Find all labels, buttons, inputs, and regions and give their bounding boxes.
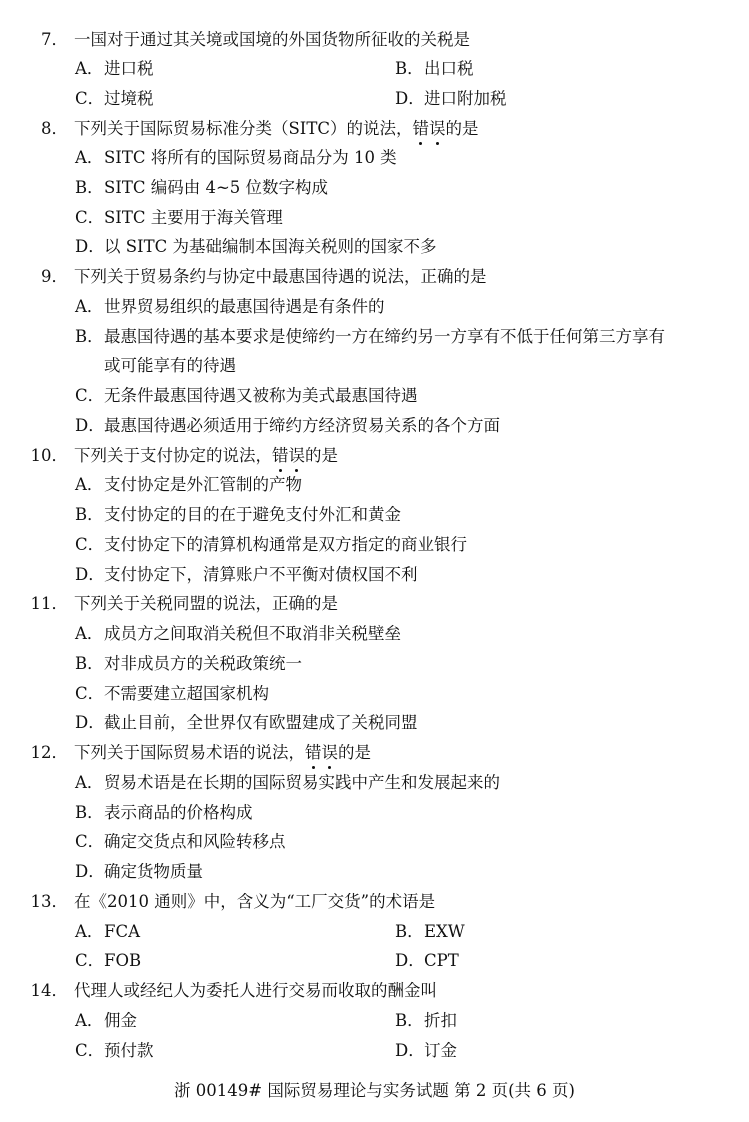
question-text-part: 下列关于国际贸易术语的说法， [74, 743, 305, 762]
option-d [395, 88, 507, 110]
option-text: 最惠国待遇的基本要求是使缔约一方在缔约另一方享有不低于任何第三方享有 [104, 327, 665, 346]
option-label: B． [75, 803, 104, 822]
question-number: 7． [41, 30, 68, 49]
option-a [75, 921, 140, 943]
option-b [395, 58, 474, 80]
option-label: D． [395, 951, 425, 970]
question-text-part: 下列关于国际贸易标准分类（SITC）的说法， [74, 119, 413, 138]
question-text-part: 的是 [338, 743, 371, 762]
option-label: A． [75, 297, 104, 316]
option-label: B． [75, 178, 104, 197]
question-text-part: 的是 [305, 446, 338, 465]
option-text: 以 SITC 为基础编制本国海关税则的国家不多 [104, 237, 437, 256]
option-text: 支付协定下的清算机构通常是双方指定的商业银行 [104, 535, 467, 554]
option-text: 佣金 [104, 1011, 137, 1030]
question-text: 下列关于关税同盟的说法，正确的是 [74, 594, 338, 613]
option-text: 表示商品的价格构成 [104, 803, 253, 822]
option-text: 进口附加税 [424, 89, 507, 108]
option-text: 贸易术语是在长期的国际贸易实践中产生和发展起来的 [104, 773, 500, 792]
option-label: A． [75, 624, 104, 643]
option-text: EXW [424, 922, 465, 941]
option-label: A． [75, 1011, 104, 1030]
option-c [75, 683, 269, 705]
option-a [75, 147, 397, 169]
option-text: 截止目前，全世界仅有欧盟建成了关税同盟 [104, 713, 418, 732]
option-d [75, 415, 500, 437]
option-text: 成员方之间取消关税但不取消非关税壁垒 [104, 624, 401, 643]
option-text: 过境税 [104, 89, 154, 108]
option-b [75, 326, 665, 348]
option-c [75, 207, 283, 229]
option-text: 确定交货点和风险转移点 [104, 832, 286, 851]
option-c [75, 385, 418, 407]
option-a [75, 772, 500, 794]
option-text: 出口税 [424, 59, 474, 78]
question-number: 8． [41, 119, 68, 138]
option-label: B． [395, 922, 424, 941]
emphasis-text [305, 743, 338, 762]
option-text: 无条件最惠国待遇又被称为美式最惠国待遇 [104, 386, 418, 405]
question-number: 12． [30, 743, 68, 762]
option-a [75, 296, 385, 318]
option-label: D． [395, 1041, 425, 1060]
option-text: 对非成员方的关税政策统一 [104, 654, 302, 673]
option-label: A． [75, 59, 104, 78]
question-number: 9． [41, 267, 68, 286]
option-text: 进口税 [104, 59, 154, 78]
option-label: B． [75, 654, 104, 673]
option-d [75, 236, 436, 258]
question-text: 下列关于贸易条约与协定中最惠国待遇的说法，正确的是 [74, 267, 487, 286]
option-text-continued: 或可能享有的待遇 [104, 356, 236, 375]
option-label: A． [75, 148, 104, 167]
option-label: A． [75, 922, 104, 941]
option-text: 折扣 [424, 1011, 457, 1030]
option-label: C． [75, 386, 105, 405]
option-text: FOB [104, 951, 142, 970]
option-label: B． [75, 327, 104, 346]
option-label: C． [75, 89, 105, 108]
question-text-part: 下列关于支付协定的说法， [74, 446, 272, 465]
option-text: FCA [104, 922, 140, 941]
emphasis-char: 错 [272, 446, 289, 465]
question-text [74, 445, 338, 467]
option-d [395, 1040, 457, 1062]
option-a [75, 58, 154, 80]
emphasis-text [412, 119, 445, 138]
option-b [75, 177, 328, 199]
emphasis-char: 误 [288, 446, 305, 465]
emphasis-word [412, 119, 445, 138]
question-text: 一国对于通过其关境或国境的外国货物所征收的关税是 [74, 30, 470, 49]
option-label: C． [75, 208, 105, 227]
option-label: D． [75, 862, 105, 881]
option-label: D． [75, 713, 105, 732]
option-text: SITC 编码由 4~5 位数字构成 [104, 178, 329, 197]
option-label: C． [75, 951, 105, 970]
option-text: SITC 主要用于海关管理 [104, 208, 283, 227]
option-label: C． [75, 535, 105, 554]
option-d [75, 861, 203, 883]
emphasis-char: 误 [321, 743, 338, 762]
option-label: B． [395, 59, 424, 78]
option-d [395, 950, 459, 972]
option-a [75, 474, 302, 496]
option-label: C． [75, 1041, 105, 1060]
option-text: 世界贸易组织的最惠国待遇是有条件的 [104, 297, 385, 316]
option-text: 预付款 [104, 1041, 154, 1060]
option-d [75, 564, 418, 586]
question-text: 在《2010 通则》中，含义为“工厂交货”的术语是 [74, 892, 436, 911]
option-text: CPT [424, 951, 459, 970]
page-footer: 浙 00149# 国际贸易理论与实务试题 第 2 页(共 6 页) [174, 1081, 575, 1100]
option-label: D． [395, 89, 425, 108]
option-text: 确定货物质量 [104, 862, 203, 881]
option-text: 支付协定的目的在于避免支付外汇和黄金 [104, 505, 401, 524]
question-number: 13． [30, 892, 68, 911]
option-a [75, 623, 401, 645]
option-c [75, 950, 141, 972]
option-text: 订金 [424, 1041, 457, 1060]
option-label: C． [75, 684, 105, 703]
option-label: D． [75, 565, 105, 584]
question-text [74, 742, 371, 764]
emphasis-char: 错 [412, 119, 429, 138]
question-number: 10． [30, 446, 68, 465]
question-text-part: 的是 [445, 119, 479, 138]
option-label: B． [395, 1011, 424, 1030]
option-b [395, 1010, 457, 1032]
option-label: B． [75, 505, 104, 524]
option-label: D． [75, 416, 105, 435]
question-number: 14． [30, 981, 68, 1000]
question-number: 11． [30, 594, 68, 613]
option-label: A． [75, 475, 104, 494]
emphasis-text [272, 446, 305, 465]
option-label: C． [75, 832, 105, 851]
option-a [75, 1010, 137, 1032]
option-text: 支付协定是外汇管制的产物 [104, 475, 302, 494]
option-b [75, 653, 302, 675]
option-label: A． [75, 773, 104, 792]
option-c [75, 1040, 154, 1062]
option-d [75, 712, 418, 734]
question-text: 代理人或经纪人为委托人进行交易而收取的酬金叫 [74, 981, 437, 1000]
option-text: 支付协定下，清算账户不平衡对债权国不利 [104, 565, 418, 584]
option-c [75, 831, 286, 853]
option-c [75, 534, 467, 556]
option-text: SITC 将所有的国际贸易商品分为 10 类 [104, 148, 397, 167]
option-c [75, 88, 154, 110]
option-b [75, 504, 401, 526]
option-text: 不需要建立超国家机构 [104, 684, 269, 703]
option-b [395, 921, 465, 943]
question-text [74, 118, 478, 140]
emphasis-char: 错 [305, 743, 322, 762]
option-b [75, 802, 253, 824]
option-text: 最惠国待遇必须适用于缔约方经济贸易关系的各个方面 [104, 416, 500, 435]
option-label: D． [75, 237, 105, 256]
emphasis-char: 误 [428, 119, 446, 138]
